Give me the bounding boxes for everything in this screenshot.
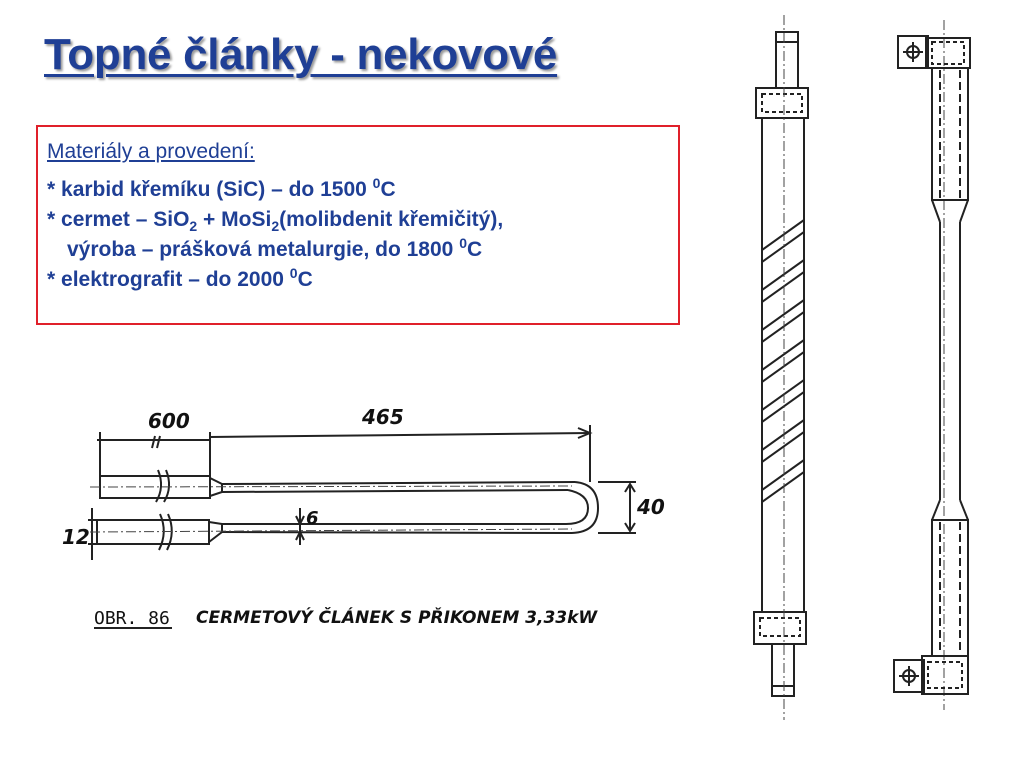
caption-obr: OBR. 86 [94, 608, 170, 629]
dim-600-label: 600 [148, 409, 190, 433]
straight-rod-drawing [894, 36, 970, 694]
list-item: * elektrografit – do 2000 $^0$C [47, 265, 313, 291]
list-item: výroba – prášková metalurgie, do 1800 $^0$C [67, 235, 483, 261]
caption-text: CERMETOVÝ ČLÁNEK S PŘIKONEM 3,33kW [196, 608, 598, 628]
dim-40-label: 40 [637, 495, 665, 519]
list-item: * cermet – SiO$_2$ + MoSi$_2$(molibdenit křemičitý), [47, 208, 504, 235]
list-item: * karbid křemíku (SiC) – do 1500 $^0$C [47, 175, 396, 201]
spiral-rod-drawing [754, 32, 808, 696]
dim-6-label: 6 [306, 508, 319, 529]
materials-heading: Materiály a provedení: [47, 140, 255, 163]
dim-465-label: 465 [362, 405, 404, 429]
page-title: Topné články - nekovové [44, 30, 558, 79]
dim-12-label: 12 [62, 525, 90, 549]
